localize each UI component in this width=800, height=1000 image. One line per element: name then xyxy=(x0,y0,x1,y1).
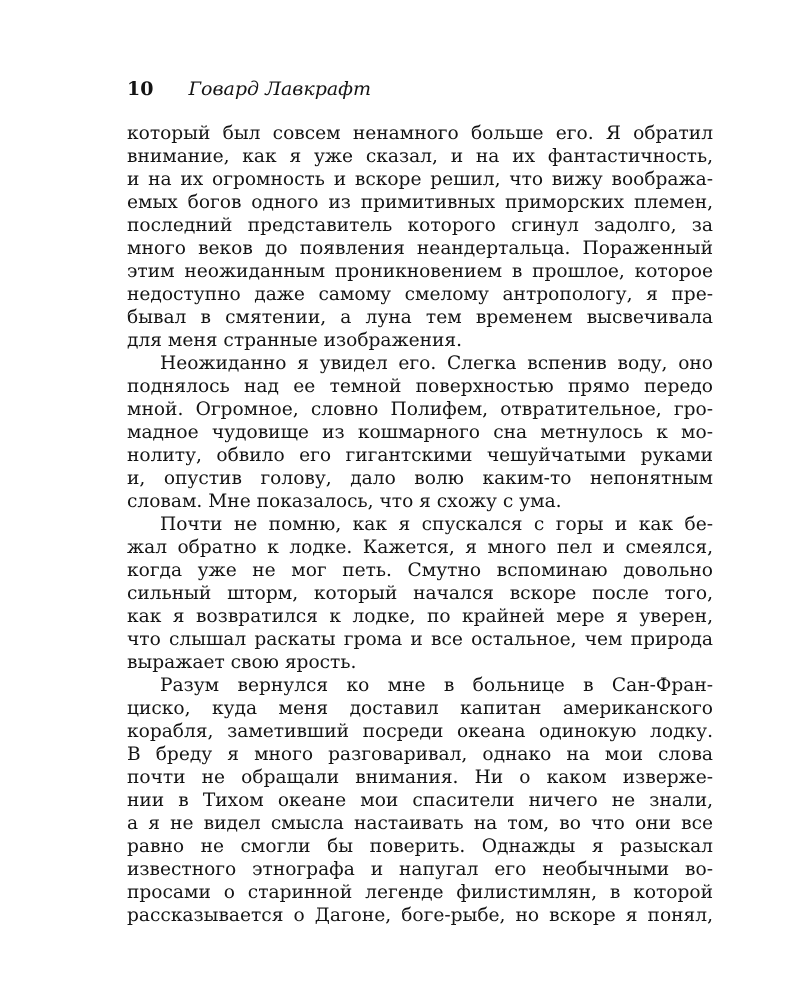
text-line: поднялось над ее темной поверхностью прямо передо xyxy=(127,376,713,397)
text-line: мной. Огромное, словно Полифем, отвратительное, гро- xyxy=(127,399,713,420)
text-line: словам. Мне показалось, что я схожу с ума. xyxy=(127,491,562,512)
text-line: равно не смогли бы поверить. Однажды я разыскал xyxy=(127,836,713,857)
paragraph xyxy=(127,122,713,352)
text-line: внимание, как я уже сказал, и на их фантастичность, xyxy=(127,146,713,167)
text-line: для меня странные изображения. xyxy=(127,330,463,351)
text-line: В бреду я много разговаривал, однако на мои слова xyxy=(127,744,713,765)
paragraph xyxy=(127,674,713,927)
text-line: мадное чудовище из кошмарного сна метнулось к мо- xyxy=(127,422,713,443)
text-line: просами о старинной легенде филистимлян, в которой xyxy=(127,882,713,903)
paragraph xyxy=(127,352,713,513)
text-line: бывал в смятении, а луна тем временем высвечивала xyxy=(127,307,713,328)
text-line: который был совсем ненамного больше его. Я обратил xyxy=(127,123,713,144)
text-line: что слышал раскаты грома и все остальное, чем природа xyxy=(127,629,713,650)
text-line: емых богов одного из примитивных приморских племен, xyxy=(127,192,713,213)
text-line: как я возвратился к лодке, по крайней мере я уверен, xyxy=(127,606,713,627)
text-line: Разум вернулся ко мне в больнице в Сан-Фран- xyxy=(160,675,713,696)
text-line: почти не обращали внимания. Ни о каком изверже- xyxy=(127,767,713,788)
text-line: этим неожиданным проникновением в прошлое, которое xyxy=(127,261,713,282)
text-line: выражает свою ярость. xyxy=(127,652,357,673)
text-line: недоступно даже самому смелому антропологу, я пре- xyxy=(127,284,713,305)
text-line: когда уже не мог петь. Смутно вспоминаю довольно xyxy=(127,560,713,581)
running-head xyxy=(127,78,371,102)
page-number: 10 xyxy=(127,78,154,100)
text-line: нии в Тихом океане мои спасители ничего не знали, xyxy=(127,790,713,811)
text-block xyxy=(127,122,713,927)
text-line: известного этнографа и напугал его необычными во- xyxy=(127,859,713,880)
text-line: а я не видел смысла настаивать на том, во что они все xyxy=(127,813,713,834)
text-line: много веков до появления неандертальца. Пораженный xyxy=(127,238,713,259)
text-line: и, опустив голову, дало волю каким-то непонятным xyxy=(127,468,713,489)
text-line: жал обратно к лодке. Кажется, я много пел и смеялся, xyxy=(127,537,713,558)
text-line: циско, куда меня доставил капитан американского xyxy=(127,698,713,719)
text-line: сильный шторм, который начался вскоре после того, xyxy=(127,583,713,604)
text-line: и на их огромность и вскоре решил, что вижу вообража- xyxy=(127,169,713,190)
text-line: последний представитель которого сгинул задолго, за xyxy=(127,215,713,236)
text-line: нолиту, обвило его гигантскими чешуйчатыми руками xyxy=(127,445,713,466)
text-line: Почти не помню, как я спускался с горы и как бе- xyxy=(160,514,713,535)
text-line: Неожиданно я увидел его. Слегка вспенив воду, оно xyxy=(160,353,713,374)
running-title: Говард Лавкрафт xyxy=(188,78,372,100)
paragraph xyxy=(127,513,713,674)
text-line: корабля, заметивший посреди океана одинокую лодку. xyxy=(127,721,713,742)
text-line: рассказывается о Дагоне, боге-рыбе, но вскоре я понял, xyxy=(127,905,713,926)
